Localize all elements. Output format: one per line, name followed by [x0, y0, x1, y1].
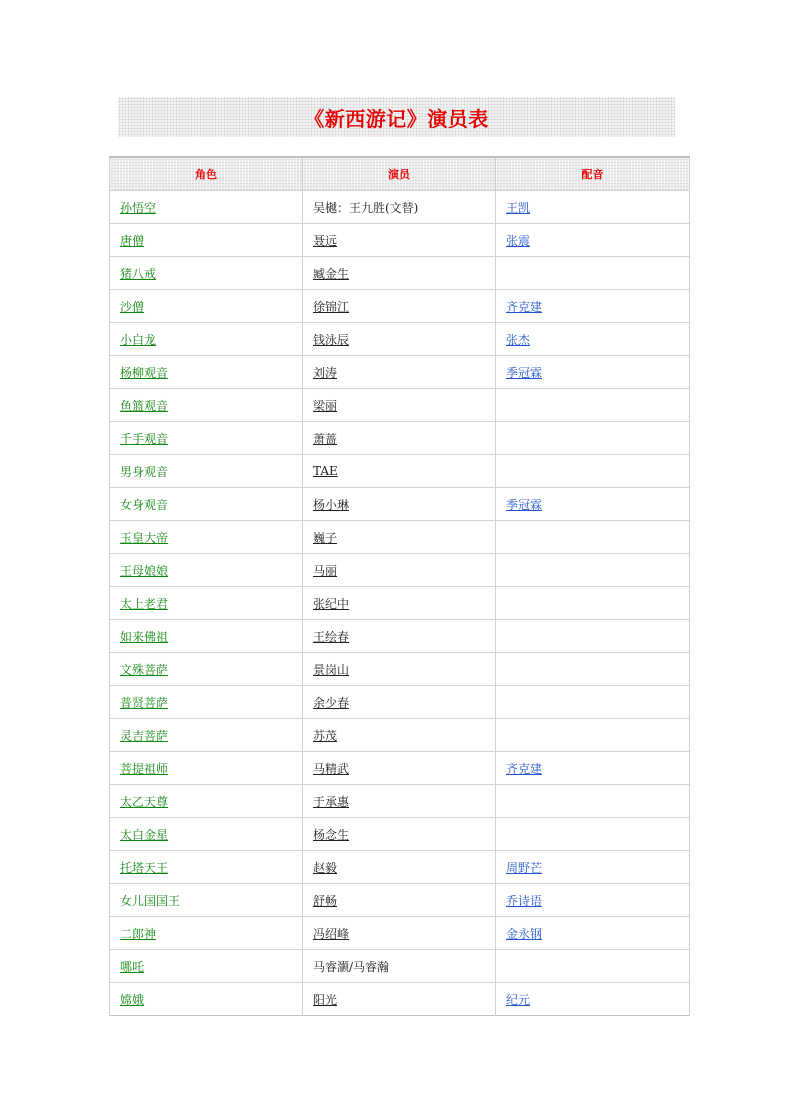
table-row: [110, 455, 690, 488]
actor-link[interactable]: TAE: [313, 464, 338, 478]
actor-link[interactable]: 张纪中: [313, 596, 350, 611]
role-cell: [110, 554, 303, 587]
role-link[interactable]: 菩提祖师: [120, 761, 169, 776]
voice-cell: [496, 917, 690, 950]
voice-cell: [496, 719, 690, 752]
actor-link[interactable]: 苏茂: [313, 728, 338, 743]
voice-cell: [496, 323, 690, 356]
role-cell: [110, 389, 303, 422]
actor-cell: [303, 851, 496, 884]
table-row: [110, 290, 690, 323]
role-cell: [110, 818, 303, 851]
table-row: [110, 389, 690, 422]
voice-cell: [496, 686, 690, 719]
role-link[interactable]: 普贤菩萨: [120, 695, 169, 710]
role-link[interactable]: 王母娘娘: [120, 563, 169, 578]
actor-link[interactable]: 余少春: [313, 695, 350, 710]
role-cell: [110, 257, 303, 290]
actor-cell: [303, 488, 496, 521]
voice-cell: [496, 422, 690, 455]
actor-link[interactable]: 冯绍峰: [313, 926, 350, 941]
voice-cell: [496, 587, 690, 620]
voice-cell: [496, 455, 690, 488]
role-cell: [110, 983, 303, 1016]
role-cell: [110, 719, 303, 752]
actor-cell: [303, 191, 496, 224]
actor-cell: [303, 257, 496, 290]
actor-link[interactable]: 赵毅: [313, 860, 338, 875]
header-role: 角色: [110, 157, 303, 191]
actor-cell: [303, 620, 496, 653]
voice-cell: [496, 356, 690, 389]
actor-cell: [303, 422, 496, 455]
role-link[interactable]: 玉皇大帝: [120, 530, 169, 545]
role-link[interactable]: 太上老君: [120, 596, 169, 611]
table-header-row: [110, 157, 690, 191]
role-cell: [110, 620, 303, 653]
table-row: [110, 323, 690, 356]
actor-text: 吴樾：王九胜(文替): [313, 200, 419, 215]
role-cell: [110, 587, 303, 620]
actor-cell: [303, 752, 496, 785]
cast-table-body: [110, 191, 690, 1016]
voice-actor-link[interactable]: 齐克建: [506, 299, 543, 314]
actor-cell: [303, 224, 496, 257]
voice-cell: [496, 884, 690, 917]
role-cell: [110, 356, 303, 389]
actor-link[interactable]: 于承惠: [313, 794, 350, 809]
actor-link[interactable]: 徐锦江: [313, 299, 350, 314]
voice-cell: [496, 554, 690, 587]
voice-cell: [496, 752, 690, 785]
table-row: [110, 257, 690, 290]
role-cell: [110, 950, 303, 983]
actor-cell: [303, 389, 496, 422]
table-row: [110, 884, 690, 917]
voice-cell: [496, 224, 690, 257]
table-row: [110, 554, 690, 587]
actor-cell: [303, 719, 496, 752]
role-link[interactable]: 嫦娥: [120, 992, 145, 1007]
table-row: [110, 983, 690, 1016]
role-link[interactable]: 太乙天尊: [120, 794, 169, 809]
table-row: [110, 587, 690, 620]
voice-cell: [496, 257, 690, 290]
voice-actor-link[interactable]: 金永钢: [506, 926, 543, 941]
voice-cell: [496, 983, 690, 1016]
role-cell: [110, 290, 303, 323]
role-cell: [110, 422, 303, 455]
actor-link[interactable]: 钱泳辰: [313, 332, 350, 347]
table-row: [110, 752, 690, 785]
actor-link[interactable]: 阳光: [313, 992, 338, 1007]
role-cell: [110, 686, 303, 719]
actor-link[interactable]: 马精武: [313, 761, 350, 776]
voice-cell: [496, 488, 690, 521]
voice-cell: [496, 950, 690, 983]
voice-cell: [496, 818, 690, 851]
voice-cell: [496, 389, 690, 422]
actor-cell: [303, 653, 496, 686]
role-link[interactable]: 哪吒: [120, 959, 145, 974]
table-row: [110, 917, 690, 950]
role-cell: [110, 191, 303, 224]
voice-actor-link[interactable]: 纪元: [506, 992, 531, 1007]
voice-actor-link[interactable]: 季冠霖: [506, 365, 543, 380]
role-text: 男身观音: [120, 464, 169, 479]
title-banner: [118, 97, 675, 137]
actor-cell: [303, 521, 496, 554]
role-text: 女身观音: [120, 497, 169, 512]
actor-cell: [303, 818, 496, 851]
role-cell: [110, 488, 303, 521]
actor-cell: [303, 290, 496, 323]
voice-actor-link[interactable]: 乔诗语: [506, 893, 543, 908]
actor-cell: [303, 785, 496, 818]
role-link[interactable]: 杨柳观音: [120, 365, 169, 380]
table-row: [110, 719, 690, 752]
role-link[interactable]: 唐僧: [120, 233, 145, 248]
actor-text: 马睿灏/马睿瀚: [313, 959, 390, 974]
actor-cell: [303, 455, 496, 488]
header-voice: 配音: [496, 157, 690, 191]
table-row: [110, 851, 690, 884]
actor-cell: [303, 323, 496, 356]
role-cell: [110, 851, 303, 884]
role-link[interactable]: 文殊菩萨: [120, 662, 169, 677]
voice-cell: [496, 521, 690, 554]
voice-actor-link[interactable]: 张杰: [506, 332, 531, 347]
actor-link[interactable]: 马丽: [313, 563, 338, 578]
actor-cell: [303, 554, 496, 587]
actor-cell: [303, 686, 496, 719]
role-link[interactable]: 孙悟空: [120, 200, 157, 215]
header-actor: 演员: [303, 157, 496, 191]
voice-actor-link[interactable]: 张震: [506, 233, 531, 248]
actor-cell: [303, 587, 496, 620]
role-link[interactable]: 托塔天王: [120, 860, 169, 875]
role-cell: [110, 752, 303, 785]
role-cell: [110, 653, 303, 686]
role-cell: [110, 224, 303, 257]
role-link[interactable]: 鱼篮观音: [120, 398, 169, 413]
actor-link[interactable]: 萧蔷: [313, 431, 338, 446]
table-row: [110, 422, 690, 455]
actor-cell: [303, 950, 496, 983]
actor-link[interactable]: 梁丽: [313, 398, 338, 413]
role-link[interactable]: 沙僧: [120, 299, 145, 314]
role-link[interactable]: 猪八戒: [120, 266, 157, 281]
role-cell: [110, 785, 303, 818]
voice-cell: [496, 851, 690, 884]
voice-actor-link[interactable]: 周野芒: [506, 860, 543, 875]
role-cell: [110, 521, 303, 554]
table-row: [110, 521, 690, 554]
role-text: 女儿国国王: [120, 893, 181, 908]
voice-actor-link[interactable]: 季冠霖: [506, 497, 543, 512]
document-title: 《新西游记》演员表: [304, 106, 489, 131]
table-row: [110, 488, 690, 521]
cast-table: [109, 156, 690, 1016]
role-link[interactable]: 二郎神: [120, 926, 157, 941]
role-cell: [110, 323, 303, 356]
table-row: [110, 356, 690, 389]
actor-link[interactable]: 王绘春: [313, 629, 350, 644]
voice-cell: [496, 620, 690, 653]
role-cell: [110, 917, 303, 950]
voice-cell: [496, 785, 690, 818]
voice-actor-link[interactable]: 齐克建: [506, 761, 543, 776]
actor-link[interactable]: 舒畅: [313, 893, 338, 908]
actor-link[interactable]: 杨念生: [313, 827, 350, 842]
role-link[interactable]: 小白龙: [120, 332, 157, 347]
role-link[interactable]: 如来佛祖: [120, 629, 169, 644]
role-cell: [110, 455, 303, 488]
table-row: [110, 686, 690, 719]
role-link[interactable]: 千手观音: [120, 431, 169, 446]
voice-actor-link[interactable]: 王凯: [506, 200, 531, 215]
table-row: [110, 785, 690, 818]
voice-cell: [496, 191, 690, 224]
voice-cell: [496, 653, 690, 686]
actor-cell: [303, 917, 496, 950]
actor-cell: [303, 884, 496, 917]
actor-link[interactable]: 景岗山: [313, 662, 350, 677]
actor-link[interactable]: 刘涛: [313, 365, 338, 380]
table-row: [110, 653, 690, 686]
actor-cell: [303, 983, 496, 1016]
actor-cell: [303, 356, 496, 389]
voice-cell: [496, 290, 690, 323]
actor-link[interactable]: 巍子: [313, 530, 338, 545]
actor-link[interactable]: 臧金生: [313, 266, 350, 281]
role-link[interactable]: 太白金星: [120, 827, 169, 842]
role-cell: [110, 884, 303, 917]
actor-link[interactable]: 聂远: [313, 233, 338, 248]
actor-link[interactable]: 杨小琳: [313, 497, 350, 512]
table-row: [110, 818, 690, 851]
table-row: [110, 191, 690, 224]
table-row: [110, 224, 690, 257]
table-row: [110, 950, 690, 983]
table-row: [110, 620, 690, 653]
role-link[interactable]: 灵吉菩萨: [120, 728, 169, 743]
